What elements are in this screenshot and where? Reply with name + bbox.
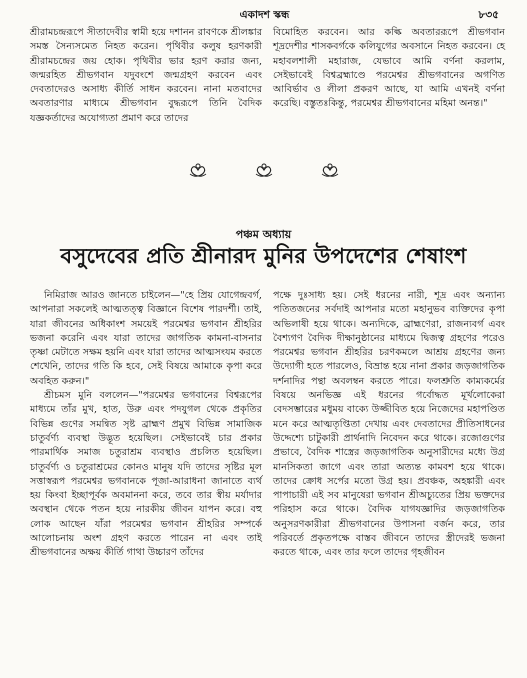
top-section [30,26,505,126]
top-right-column [273,26,505,126]
top-left-column [30,26,262,126]
body-left-column [30,289,262,561]
flower-ornament-icon [319,162,341,178]
body-section [30,289,505,561]
flower-ornament-icon [187,162,209,178]
section-divider [0,162,527,178]
paragraph: পক্ষে দুঃসাধ্য হয়। সেই ধরনের নারী, শূদ্র এবং অন্যান্য পতিতজনের সর্বদাই আপনার মতো মহানুভব ব্যক্তিদের কৃপা অভিলাষী হয়ে থাকে। অন্যদিকে, ব্রাহ্মণেরা, রাজন্যবর্গ এবং বৈশ্যগণ বৈদিক দীক্ষানুষ্ঠানের মাধ্যমে দ্বিজত্ব গ্রহণের পরেও পরমেশ্বর ভগবান শ্রীহরির চরণকমলে আশ্রয় গ্রহণের জন্য উদ্যোগী হতে পারলেও, বিভ্রান্ত হয়ে নানা প্রকার জড়জাগতিক দর্শনাদির পন্থা অবলম্বন করতে পারে। ফলশ্রুতি কাম্যকর্মের বিষয়ে অনভিজ্ঞ এই ধরনের গর্বোদ্ধত মূর্খলোকেরা বেদসম্ভারের মধুময় বাক্যে উজ্জীবিত হয়ে নিজেদের মহাপণ্ডিত মনে করে আত্মতৃপ্তিতা দেখায় এবং দেবতাদের প্রীতিসাধনের উদ্দেশ্যে চাটুকারী প্রার্থনাদি নিবেদন করে থাকে। রজোগুণের প্রভাবে, বৈদিক শাস্ত্রের জড়জাগতিক অনুসারীদের মধ্যে উগ্র মানসিকতা জাগে এবং তারা অত্যন্ত কামবশ হয়ে থাকে। তাদের ক্রোধ সর্পের মতো উগ্র হয়। প্রবঞ্চক, অহঙ্কারী এবং পাপাচারী এই সব মানুষেরা ভগবান শ্রীঅচ্যুতের প্রিয় ভক্তদের পরিহাস করে থাকে। বৈদিক যাগযজ্ঞাদির জড়জাগতিক অনুসরণকারীরা শ্রীভগবানের উপাসনা বর্জন করে, তার পরিবর্তে প্রকৃতপক্ষে বাস্তব জীবনে তাদের স্ত্রীদেরই ভজনা করতে থাকে, এবং তার ফলে তাদের গৃহজীবন [273,290,505,559]
chapter-title: বসুদেবের প্রতি শ্রীনারদ মুনির উপদেশের শেষাংশ [60,243,467,268]
page-header [30,8,499,22]
flower-ornament-icon [253,162,275,178]
running-title: একাদশ স্কন্ধ [239,9,290,21]
paragraph: বিমোহিত করবেন। আর কল্কি অবতাররূপে শ্রীভগবান শূদ্রদেশীর শাসকবর্গকে কলিযুগের অবসানে নিহত করবেন। হে মহাবলশালী মহারাজ, যেভাবে আমি বর্ণনা করলাম, সেইভাবেই বিশ্বব্রহ্মাণ্ডে পরমেশ্বর শ্রীভগবানের অগণিত আবির্ভাব ও লীলা প্রকরণ আছে, যা আমি এখনই বর্ণনা করেছি। বস্তুতঃকিন্তু, পরমেশ্বর শ্রীভগবানের মহিমা অনন্ত।" [273,27,505,110]
paragraph: শ্রীরামচন্দ্ররূপে সীতাদেবীর স্বামী হয়ে দশানন রাবণকে শ্রীলঙ্কার সমস্ত সৈন্যসমেত নিহত করেন। পৃথিবীর কলুষ হরণকারী শ্রীরামচন্দ্রের জয় হোক। পৃথিবীর ভার হরণ করার জন্য, জন্মরহিত শ্রীভগবান যদুবংশে জন্মগ্রহণ করবেন এবং দেবতাদেরও অসাধ্য কীর্তি সাধন করবেন। নানা মতবাদের অবতারণার মাধ্যমে শ্রীভগবান বুদ্ধরূপে তিনি বৈদিক যজ্ঞকর্তাদের অযোগ্যতা প্রমাণ করে তাদের [30,27,262,124]
paragraph: নিমিরাজ আরও জানতে চাইলেন—"হে প্রিয় যোগেন্দ্রবর্গ, আপনারা সকলেই আত্মতত্ত্ব বিজ্ঞানে বিশেষ পারদর্শী। তাই, যারা জীবনের অধিকাংশ সময়েই পরমেশ্বর ভগবান শ্রীহরির ভজনা করেনি এবং যারা তাদের জাগতিক কামনা-বাসনার তৃষ্ণা মেটাতে সক্ষম হয়নি এবং যারা তাদের আত্মসংযম করতে শেখেনি, তাদের গতি কি হবে, সেই বিষয়ে আমাকে কৃপা করে অবহিত করুন।" [30,290,262,387]
body-right-column [273,289,505,561]
chapter-label: পঞ্চম অধ্যায় [235,228,292,241]
paragraph: শ্রীচমস মুনি বললেন—"পরমেশ্বর ভগবানের বিশ্বরূপের মাধ্যমে তাঁর মুখ, হাত, উরু এবং পদযুগল থেকে প্রকৃতির বিভিন্ন গুণের সমন্বিত সৃষ্ট ব্রাহ্মণ প্রমুখ বিভিন্ন সামাজিক চাতুর্বর্ণ্য ব্যবস্থা উদ্ভূত হয়েছিল। সেইভাবেই চার প্রকার পারমার্থিক সমাজ চতুরাশ্রম ব্যবস্থাও প্রচলিত হয়েছিল। চাতুর্বর্ণ্য ও চতুরাশ্রমের কোনও মানুষ যদি তাদের সৃষ্টির মূল সত্তাস্বরূপ পরমেশ্বর ভগবানকে পূজা-আরাধনা জানাতে ব্যর্থ হয় কিংবা ইচ্ছাপূর্বক অবমাননা করে, তবে তার স্বীয় মর্যাদার অবস্থান থেকে পতন হয়ে নারকীয় জীবন যাপন করে। বহু লোক আছেন যাঁরা পরমেশ্বর ভগবান শ্রীহরির সম্পর্কে আলোচনায় অংশ গ্রহণ করতে পারেন না এবং তাই শ্রীভগবানের অক্ষয় কীর্তি গাথা উচ্চারণ তাঁদের [30,390,262,559]
page-number: ৮৩৫ [478,9,499,21]
